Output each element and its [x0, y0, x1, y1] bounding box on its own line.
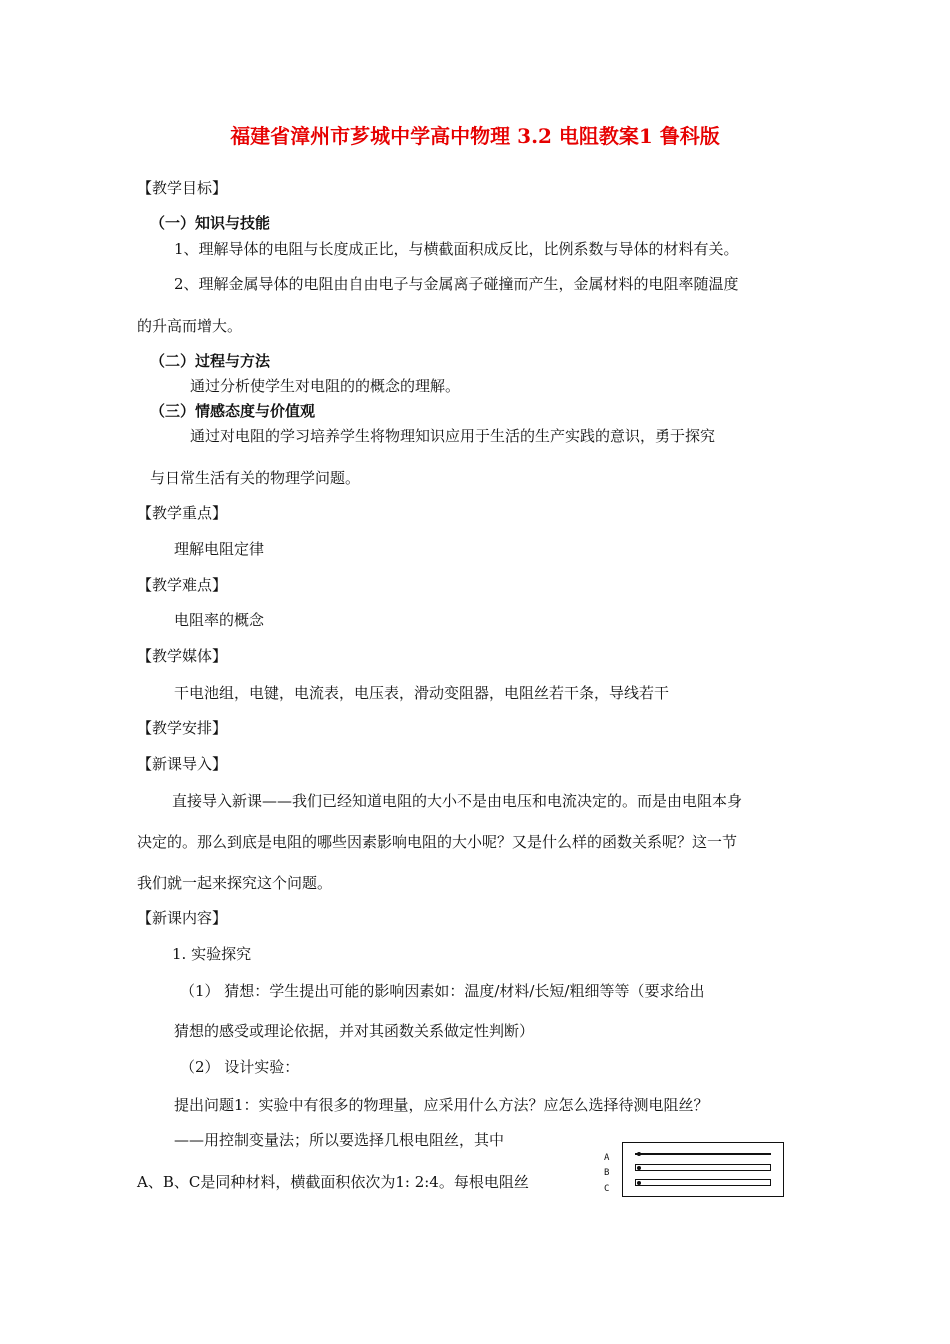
- section-attitude-title: （三）情感态度与价值观: [150, 402, 316, 420]
- attitude-text-line-2: 与日常生活有关的物理学问题。: [150, 469, 361, 487]
- question-1: 提出问题1：实验中有很多的物理量，应采用什么方法？应怎么选择待测电阻丝？: [174, 1096, 709, 1114]
- wire-b: [635, 1164, 771, 1171]
- knowledge-item-2-line-1: 2、理解金属导体的电阻由自由电子与金属离子碰撞而产生，金属材料的电阻率随温度: [174, 275, 739, 293]
- section-knowledge-title: （一）知识与技能: [150, 214, 271, 232]
- answer-line-2: A、B、C是同种材料，横截面积依次为1: 2:4。每根电阻丝: [137, 1173, 529, 1191]
- page-title: 福建省漳州市芗城中学高中物理 3.2 电阻教案1 鲁科版: [230, 124, 720, 148]
- guess-line-1: （1） 猜想：学生提出可能的影响因素如：温度/材料/长短/粗细等等（要求给出: [180, 982, 705, 1000]
- section-process-title: （二）过程与方法: [150, 352, 271, 370]
- intro-text-line-3: 我们就一起来探究这个问题。: [137, 874, 333, 892]
- intro-text-line-1: 直接导入新课——我们已经知道电阻的大小不是由电压和电流决定的。而是由电阻本身: [172, 792, 743, 810]
- difficult-points-text: 电阻率的概念: [174, 611, 265, 629]
- content-item-1: 1. 实验探究: [172, 945, 252, 963]
- attitude-text-line-1: 通过对电阻的学习培养学生将物理知识应用于生活的生产实践的意识，勇于探究: [190, 427, 716, 445]
- media-header: 【教学媒体】: [137, 647, 228, 665]
- design-experiment: （2） 设计实验：: [180, 1058, 300, 1076]
- key-points-text: 理解电阻定律: [174, 540, 265, 558]
- wire-label-b: B: [604, 1168, 610, 1178]
- wire-label-c: C: [604, 1184, 610, 1194]
- wire-c-dot: [637, 1181, 641, 1185]
- content-header: 【新课内容】: [137, 909, 228, 927]
- key-points-header: 【教学重点】: [137, 504, 228, 522]
- difficult-points-header: 【教学难点】: [137, 576, 228, 594]
- intro-text-line-2: 决定的。那么到底是电阻的哪些因素影响电阻的大小呢？又是什么样的函数关系呢？这一节: [137, 833, 738, 851]
- wire-a: [635, 1153, 771, 1155]
- guess-line-2: 猜想的感受或理论依据，并对其函数关系做定性判断）: [174, 1022, 535, 1040]
- knowledge-item-2-line-2: 的升高而增大。: [137, 317, 243, 335]
- wire-c: [635, 1179, 771, 1186]
- arrangement-header: 【教学安排】: [137, 719, 228, 737]
- knowledge-item-1: 1、理解导体的电阻与长度成正比，与横截面积成反比，比例系数与导体的材料有关。: [174, 240, 739, 258]
- answer-line-1: ——用控制变量法；所以要选择几根电阻丝，其中: [174, 1131, 505, 1149]
- wire-label-a: A: [604, 1153, 610, 1163]
- process-text: 通过分析使学生对电阻的的概念的理解。: [190, 377, 461, 395]
- wire-a-dot: [637, 1152, 641, 1156]
- intro-header: 【新课导入】: [137, 755, 228, 773]
- media-text: 干电池组，电键，电流表，电压表，滑动变阻器，电阻丝若干条，导线若干: [174, 684, 670, 702]
- objectives-header: 【教学目标】: [137, 179, 228, 197]
- wire-b-dot: [637, 1166, 641, 1170]
- resistance-wire-figure: [622, 1142, 784, 1197]
